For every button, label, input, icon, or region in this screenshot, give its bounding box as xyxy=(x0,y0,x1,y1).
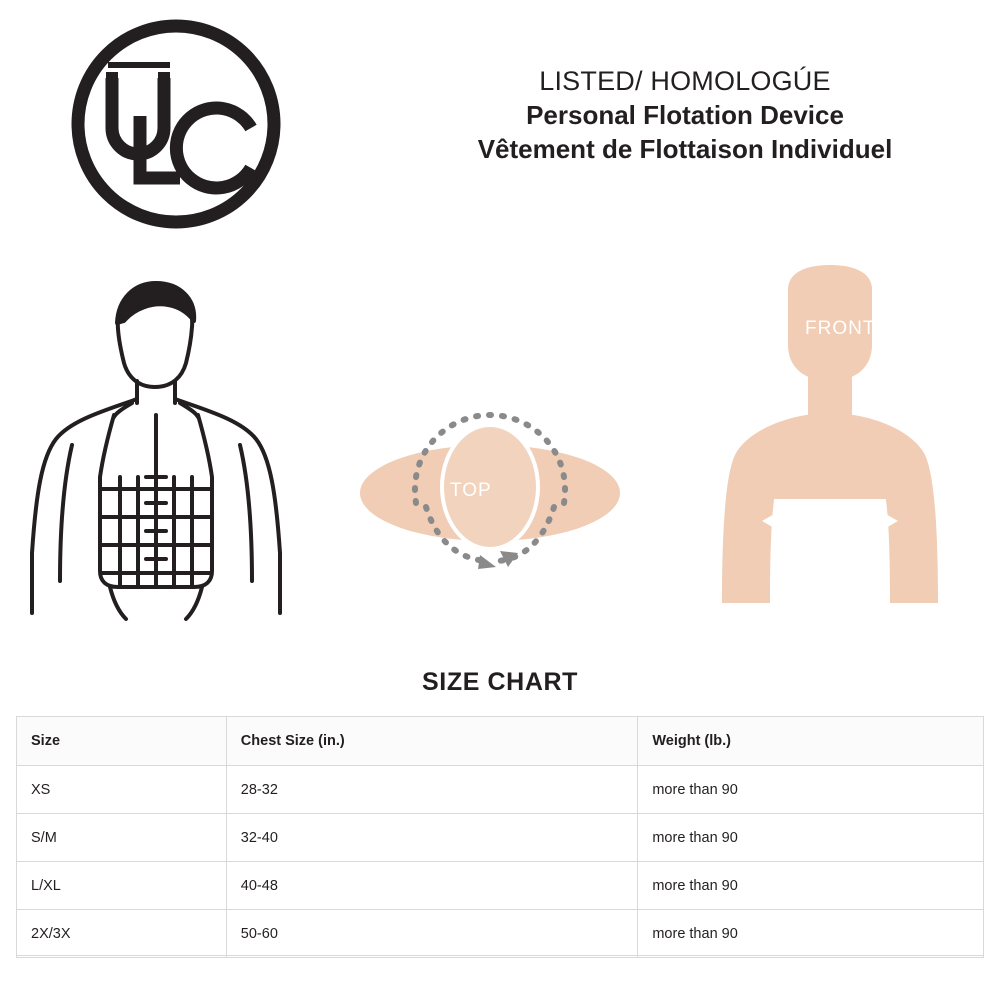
cell-size: L/XL xyxy=(17,862,227,910)
cell-weight: more than 90 xyxy=(638,766,984,814)
vest-illustration xyxy=(10,263,300,623)
size-chart-title: SIZE CHART xyxy=(422,668,578,696)
cell-size: S/M xyxy=(17,814,227,862)
column-header-weight: Weight (lb.) xyxy=(638,717,984,766)
cell-chest-size: 28-32 xyxy=(226,766,638,814)
table-row xyxy=(17,766,984,814)
cell-chest-size: 40-48 xyxy=(226,862,638,910)
cert-line-listed: LISTED/ HOMOLOGÚE xyxy=(539,66,831,96)
front-view-illustration xyxy=(700,263,960,623)
illustration-band xyxy=(0,255,1000,635)
cell-weight: more than 90 xyxy=(638,910,984,958)
top-view-label: TOP xyxy=(450,480,492,501)
ulc-logo xyxy=(68,16,284,232)
cell-weight: more than 90 xyxy=(638,862,984,910)
size-chart-table xyxy=(16,716,984,958)
cell-size: XS xyxy=(17,766,227,814)
header-section xyxy=(0,0,1000,250)
column-header-chest-size: Chest Size (in.) xyxy=(226,717,638,766)
table-row xyxy=(17,910,984,958)
cert-line-english: Personal Flotation Device xyxy=(526,100,844,130)
cell-chest-size: 50-60 xyxy=(226,910,638,958)
front-view-label: FRONT xyxy=(805,318,876,339)
table-header-row xyxy=(17,717,984,766)
top-view-illustration xyxy=(330,395,650,595)
table-bottom-divider xyxy=(16,955,984,956)
table-row xyxy=(17,814,984,862)
cell-weight: more than 90 xyxy=(638,814,984,862)
cell-chest-size: 32-40 xyxy=(226,814,638,862)
column-header-size: Size xyxy=(17,717,227,766)
table-row xyxy=(17,862,984,910)
cert-line-french: Vêtement de Flottaison Individuel xyxy=(477,134,893,164)
cell-size: 2X/3X xyxy=(17,910,227,958)
certification-text xyxy=(390,64,980,166)
